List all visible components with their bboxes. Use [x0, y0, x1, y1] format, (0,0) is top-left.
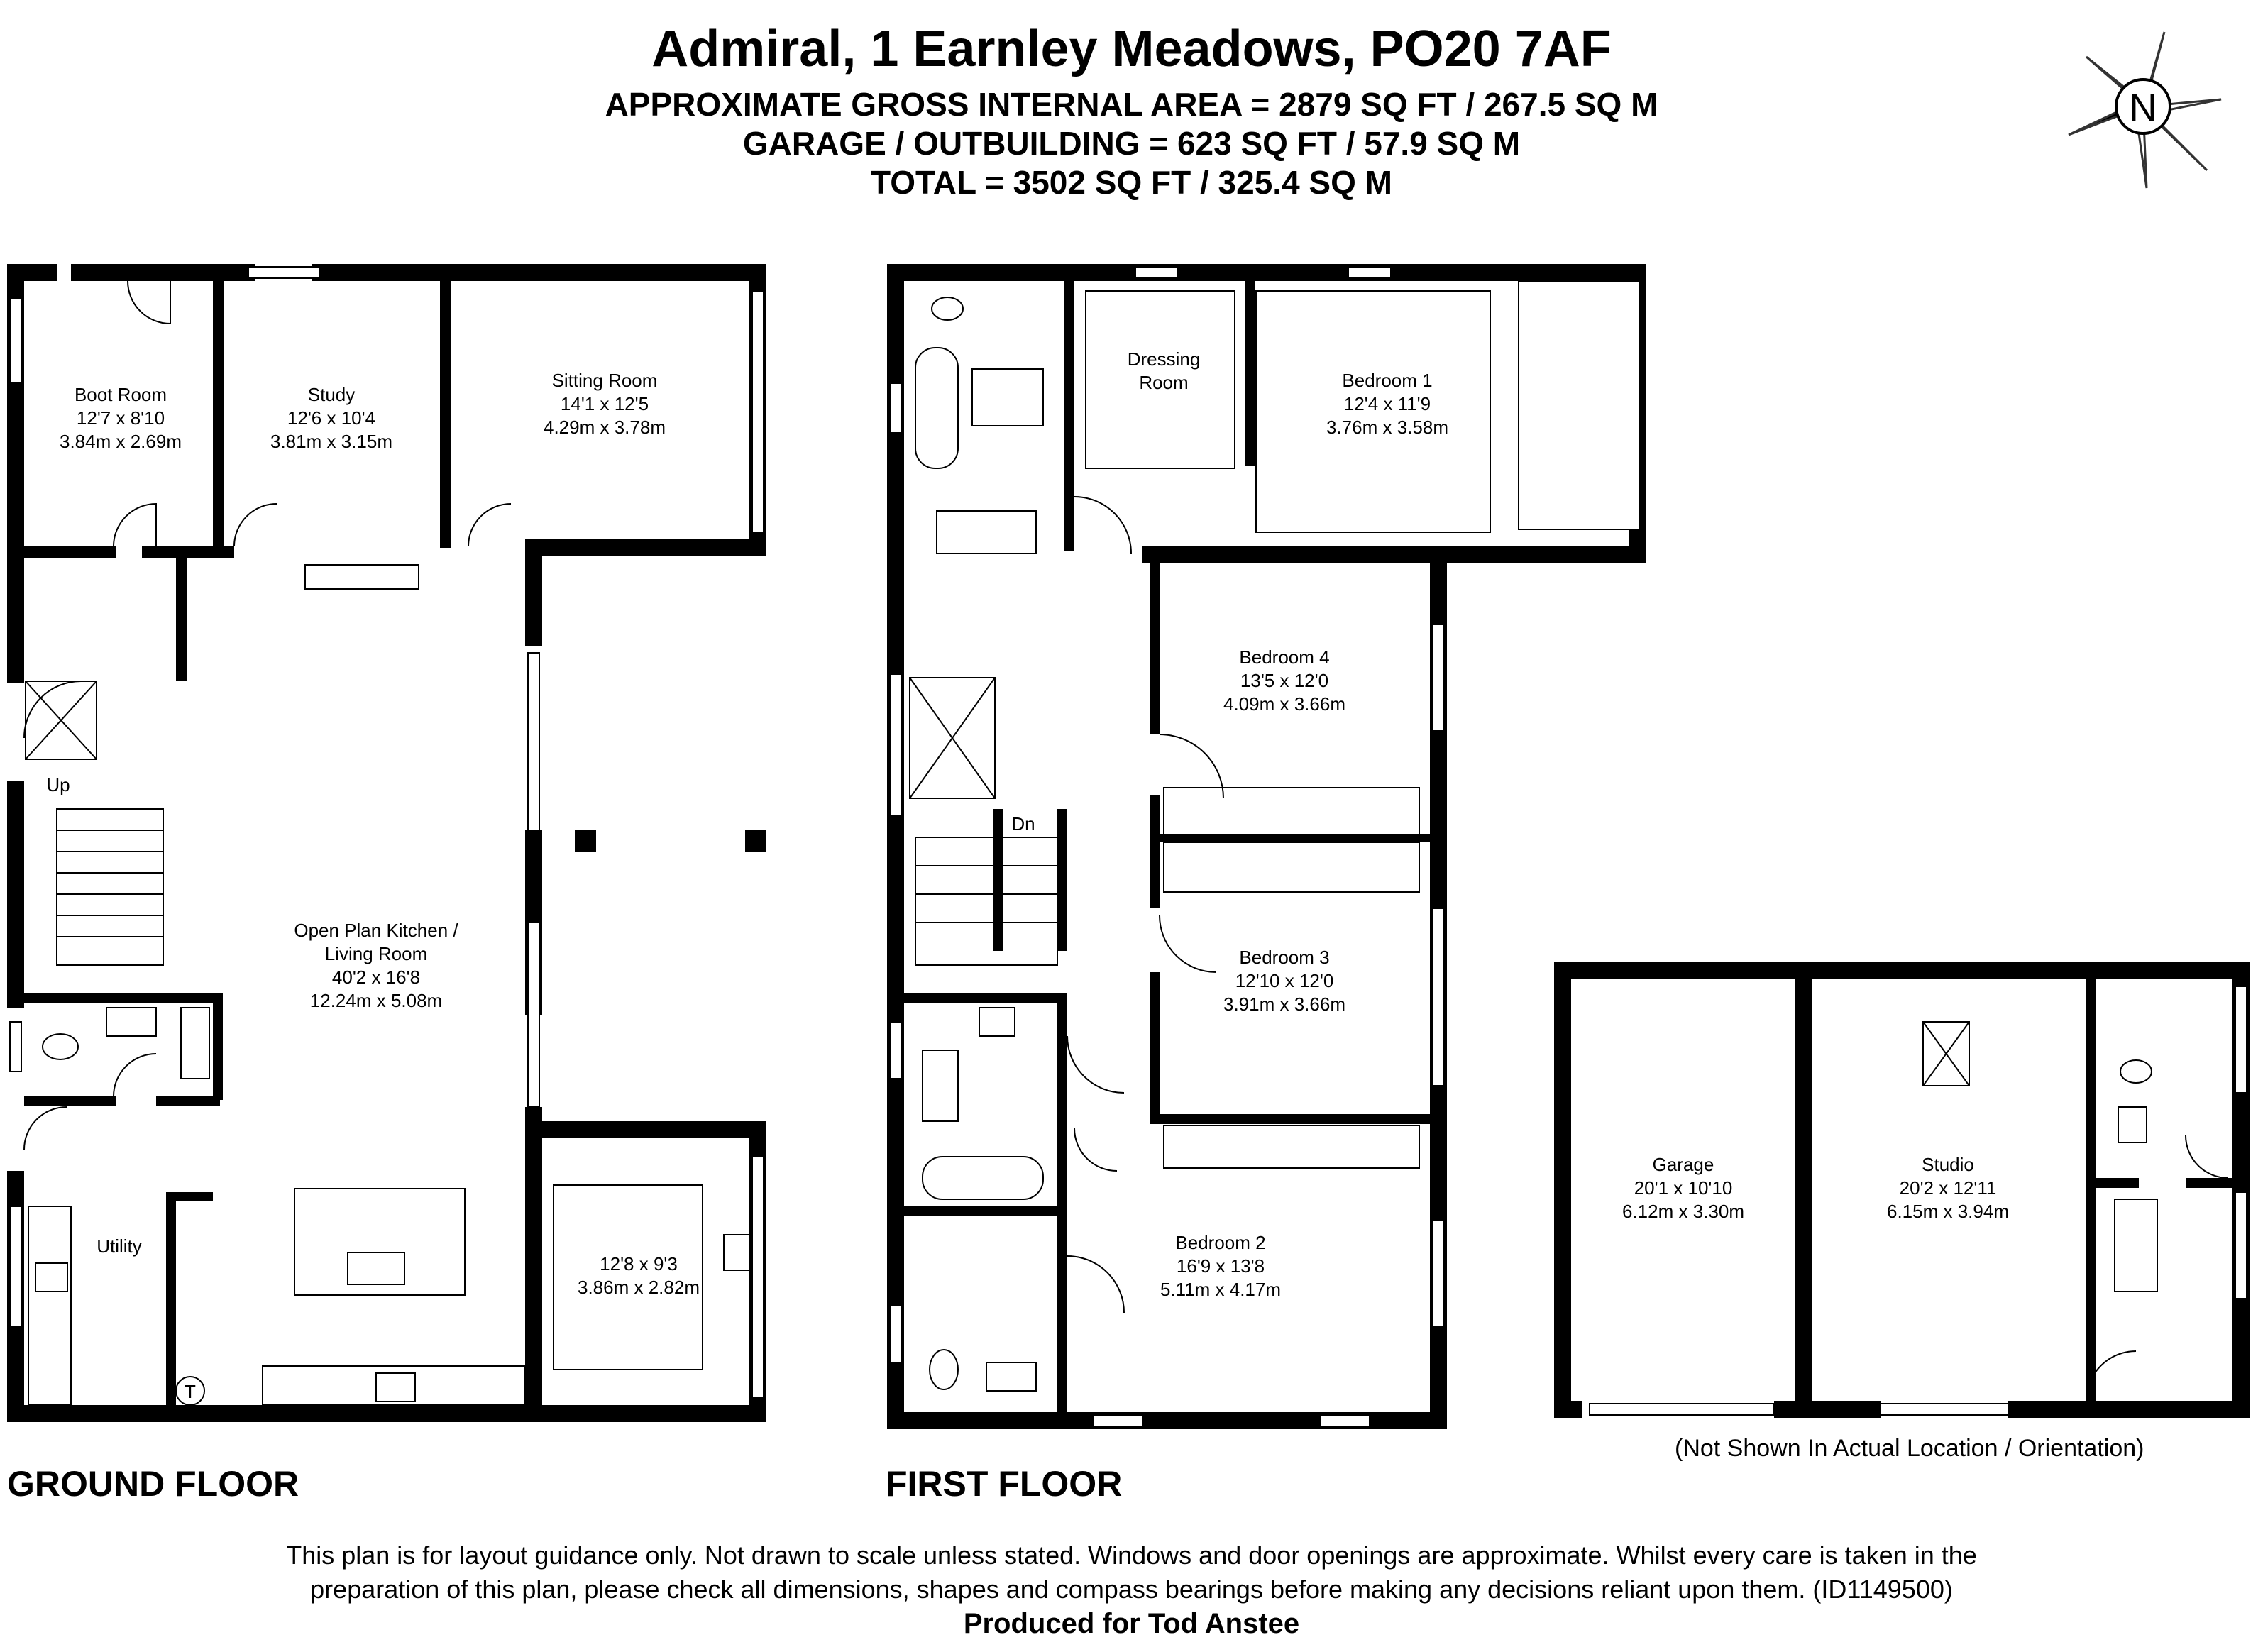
study-imperial: 12'6 x 10'4 [287, 407, 376, 429]
bedroom-2-metric: 5.11m x 4.17m [1160, 1279, 1282, 1300]
studio-name: Studio [1922, 1154, 1974, 1175]
study-metric: 3.81m x 3.15m [270, 431, 392, 452]
garage-metric: 6.12m x 3.30m [1622, 1201, 1744, 1222]
bedroom-4-imperial: 13'5 x 12'0 [1240, 670, 1329, 691]
compass-north-letter: N [2129, 87, 2157, 129]
north-compass-icon [2058, 21, 2228, 192]
first-floor-label: FIRST FLOOR [886, 1464, 1123, 1504]
sitting-room-imperial: 14'1 x 12'5 [560, 393, 649, 414]
stairs-down-label: Dn [1011, 813, 1035, 835]
sitting-room-metric: 4.29m x 3.78m [544, 417, 666, 438]
boot-room-name: Boot Room [74, 384, 167, 405]
disclaimer-line-1: This plan is for layout guidance only. Not drawn to scale unless stated. Windows and door openings are approximate. Whilst every care is taken in the [286, 1541, 1977, 1570]
bedroom-1-name: Bedroom 1 [1342, 370, 1433, 391]
garage-area-text: GARAGE / OUTBUILDING = 623 SQ FT / 57.9 SQ M [742, 125, 1521, 162]
study-name: Study [307, 384, 356, 405]
total-area-text: TOTAL = 3502 SQ FT / 325.4 SQ M [871, 164, 1392, 201]
first-floor-plan [873, 255, 1661, 1462]
kitchen-name-line1: Open Plan Kitchen / [294, 920, 458, 941]
kitchen-imperial: 40'2 x 16'8 [331, 967, 421, 988]
orientation-note: (Not Shown In Actual Location / Orientation) [1675, 1435, 2144, 1462]
outbuilding-plan [1547, 951, 2257, 1433]
sitting-room-name: Sitting Room [551, 370, 658, 391]
bedroom-1-imperial: 12'4 x 11'9 [1343, 393, 1431, 414]
bedroom-3-name: Bedroom 3 [1239, 947, 1330, 968]
dressing-room-name-line2: Room [1139, 372, 1189, 393]
studio-metric: 6.15m x 3.94m [1887, 1201, 2009, 1222]
produced-for-text: Produced for Tod Anstee [963, 1608, 1300, 1639]
bedroom-3-metric: 3.91m x 3.66m [1223, 993, 1345, 1015]
ground-floor-plan [0, 255, 788, 1462]
bedroom-2-name: Bedroom 2 [1175, 1232, 1266, 1253]
kitchen-metric: 12.24m x 5.08m [309, 990, 443, 1011]
gross-area-text: APPROXIMATE GROSS INTERNAL AREA = 2879 SQ FT / 267.5 SQ M [605, 86, 1658, 123]
garage-name: Garage [1652, 1154, 1714, 1175]
stairs-up-label: Up [46, 774, 70, 795]
bedroom-1-metric: 3.76m x 3.58m [1326, 417, 1448, 438]
side-room-imperial: 12'8 x 9'3 [600, 1253, 678, 1274]
dressing-room-name-line1: Dressing [1127, 348, 1201, 370]
garage-imperial: 20'1 x 10'10 [1634, 1177, 1733, 1199]
utility-name: Utility [97, 1235, 142, 1257]
studio-imperial: 20'2 x 12'11 [1899, 1177, 1997, 1199]
bedroom-4-name: Bedroom 4 [1239, 646, 1330, 668]
bedroom-2-imperial: 16'9 x 13'8 [1176, 1255, 1265, 1277]
disclaimer-line-2: preparation of this plan, please check all dimensions, shapes and compass bearings before making any decisions reliant upon them. (ID1149500) [310, 1575, 1953, 1604]
boiler-label: T [185, 1381, 196, 1402]
boot-room-imperial: 12'7 x 8'10 [76, 407, 165, 429]
bedroom-3-imperial: 12'10 x 12'0 [1235, 970, 1334, 991]
ground-floor-label: GROUND FLOOR [7, 1464, 299, 1504]
side-room-metric: 3.86m x 2.82m [578, 1277, 700, 1298]
kitchen-name-line2: Living Room [324, 943, 428, 964]
bedroom-4-metric: 4.09m x 3.66m [1223, 693, 1345, 715]
boot-room-metric: 3.84m x 2.69m [60, 431, 182, 452]
plan-title: Admiral, 1 Earnley Meadows, PO20 7AF [651, 21, 1612, 77]
